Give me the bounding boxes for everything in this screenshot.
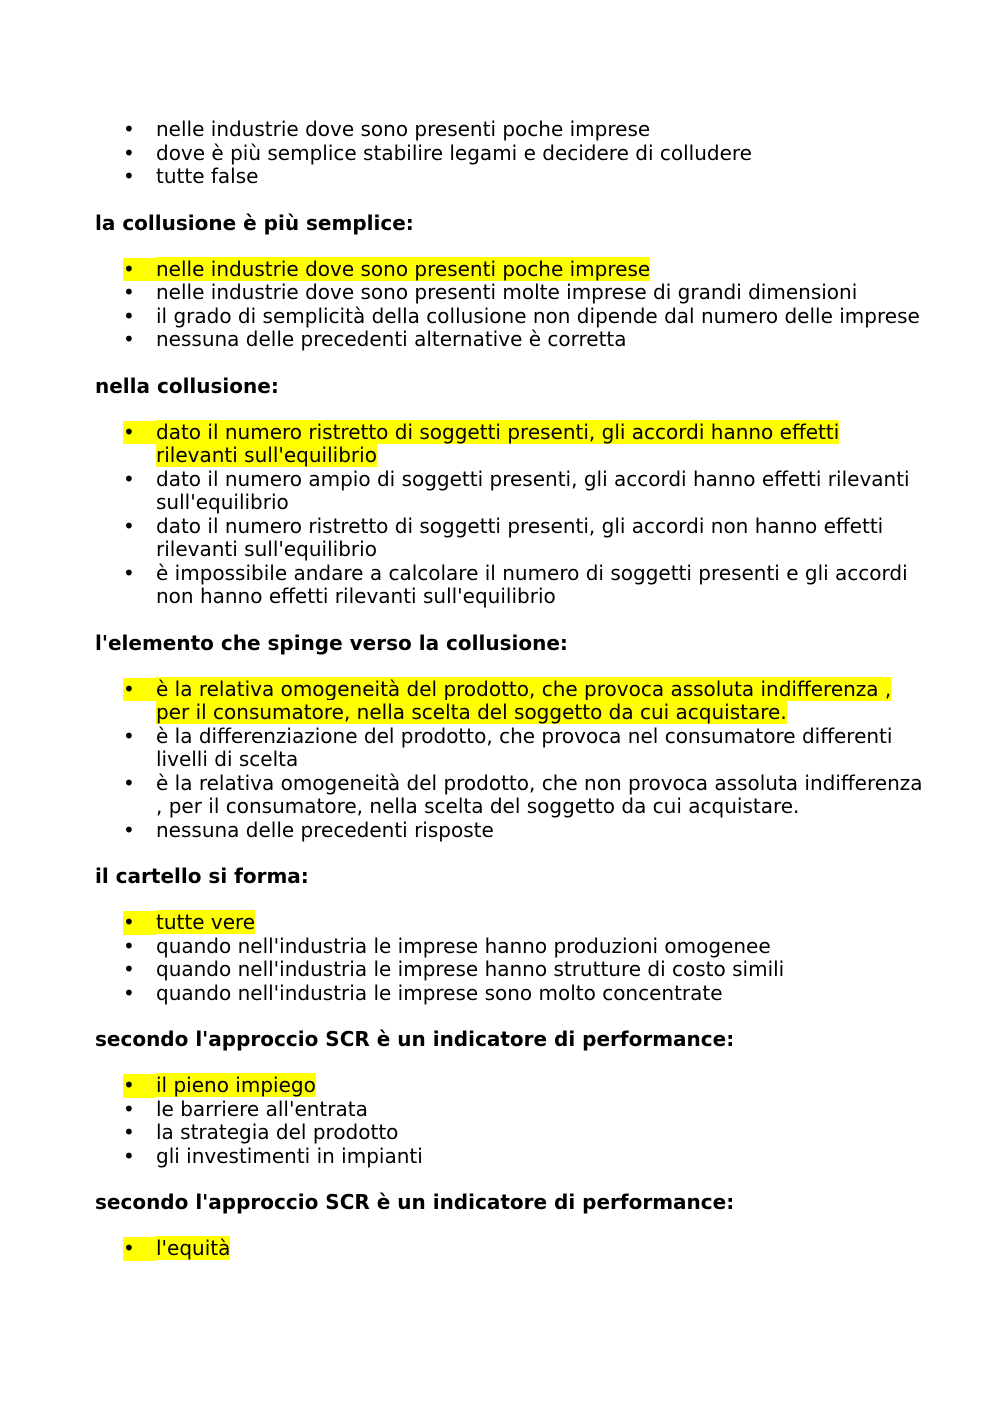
answer-option (95, 725, 925, 772)
answer-option (95, 468, 925, 515)
answer-option (95, 328, 925, 352)
answer-text: nessuna delle precedenti risposte (156, 817, 494, 842)
answer-option (95, 515, 925, 562)
answer-option (95, 772, 925, 819)
answer-option (95, 165, 925, 189)
question-block (95, 211, 925, 352)
answer-text: è la relativa omogeneità del prodotto, che non provoca assoluta indifferenza , per il consumatore, nella scelta del soggetto da cui acquistare. (156, 770, 923, 818)
question-heading: l'elemento che spinge verso la collusione: (95, 630, 568, 655)
bullet-icon: • (123, 327, 135, 351)
answer-text: tutte vere (156, 910, 256, 934)
bullet-icon: • (123, 513, 135, 538)
answer-option-highlighted (95, 421, 925, 468)
answer-option (95, 1098, 925, 1122)
question-block (95, 1190, 925, 1261)
bullet-icon: • (123, 421, 156, 445)
bullet-icon: • (123, 466, 135, 491)
answer-text: il pieno impiego (156, 1073, 316, 1097)
question-list (95, 211, 925, 1261)
question-heading: la collusione è più semplice: (95, 210, 414, 235)
answer-option-highlighted (95, 911, 925, 935)
question-heading: il cartello si forma: (95, 864, 309, 888)
answer-option-highlighted (95, 258, 925, 282)
answer-list (95, 258, 925, 352)
question-block (95, 1027, 925, 1168)
bullet-icon: • (123, 280, 135, 304)
answer-text: gli investimenti in impianti (156, 1143, 423, 1168)
answer-option (95, 982, 925, 1006)
answer-text: il grado di semplicità della collusione non dipende dal numero delle imprese (156, 303, 920, 328)
bullet-icon: • (123, 258, 156, 282)
answer-option-highlighted (95, 678, 925, 725)
bullet-icon: • (123, 1120, 135, 1144)
bullet-icon: • (123, 933, 135, 958)
question-block (95, 631, 925, 843)
bullet-icon: • (123, 980, 135, 1005)
answer-list (95, 911, 925, 1005)
answer-text: nelle industrie dove sono presenti poche imprese (156, 256, 651, 281)
bullet-icon: • (123, 770, 135, 795)
answer-text: quando nell'industria le imprese hanno produzioni omogenee (156, 933, 771, 958)
answer-text: dove è più semplice stabilire legami e decidere di colludere (156, 140, 752, 165)
bullet-icon: • (123, 911, 156, 935)
answer-text: tutte false (156, 164, 259, 188)
answer-text: dato il numero ampio di soggetti presenti, gli accordi hanno effetti rilevanti sull'equilibrio (156, 466, 910, 514)
bullet-icon: • (123, 678, 156, 702)
answer-option (95, 118, 925, 142)
answer-option (95, 281, 925, 305)
answer-text: è la relativa omogeneità del prodotto, che provoca assoluta indifferenza , per il consumatore, nella scelta del soggetto da cui acquistare. (156, 676, 892, 724)
answer-option (95, 1121, 925, 1145)
answer-list (95, 678, 925, 843)
answer-option (95, 958, 925, 982)
answer-list (95, 1237, 925, 1261)
answer-text: l'equità (156, 1236, 231, 1260)
answer-list (95, 1074, 925, 1168)
intro-answer-list (95, 118, 925, 189)
bullet-icon: • (123, 303, 135, 328)
bullet-icon: • (123, 957, 135, 981)
answer-text: dato il numero ristretto di soggetti presenti, gli accordi non hanno effetti rilevanti sull'equilibrio (156, 513, 884, 561)
answer-text: quando nell'industria le imprese sono molto concentrate (156, 980, 723, 1005)
answer-text: nelle industrie dove sono presenti poche imprese (156, 117, 651, 141)
question-heading: secondo l'approccio SCR è un indicatore di performance: (95, 1190, 735, 1214)
bullet-icon: • (123, 1074, 156, 1098)
answer-option-highlighted (95, 1237, 925, 1261)
document-page (95, 118, 925, 1261)
bullet-icon: • (123, 117, 135, 141)
answer-option (95, 562, 925, 609)
answer-option (95, 1145, 925, 1169)
answer-option-highlighted (95, 1074, 925, 1098)
question-heading: nella collusione: (95, 373, 279, 398)
answer-text: dato il numero ristretto di soggetti presenti, gli accordi hanno effetti rilevanti sull'equilibrio (156, 419, 840, 467)
question-block (95, 864, 925, 1005)
answer-list (95, 421, 925, 609)
bullet-icon: • (123, 560, 135, 585)
answer-option (95, 819, 925, 843)
answer-option (95, 142, 925, 166)
bullet-icon: • (123, 1143, 135, 1168)
bullet-icon: • (123, 817, 135, 842)
bullet-icon: • (123, 1237, 156, 1261)
bullet-icon: • (123, 140, 135, 165)
answer-option (95, 305, 925, 329)
answer-option (95, 935, 925, 959)
question-heading: secondo l'approccio SCR è un indicatore di performance: (95, 1027, 735, 1051)
bullet-icon: • (123, 164, 135, 188)
answer-text: nelle industrie dove sono presenti molte imprese di grandi dimensioni (156, 280, 858, 304)
answer-text: le barriere all'entrata (156, 1096, 368, 1121)
answer-text: è la differenziazione del prodotto, che provoca nel consumatore differenti livelli di scelta (156, 723, 893, 771)
answer-text: quando nell'industria le imprese hanno strutture di costo simili (156, 957, 785, 981)
answer-text: è impossibile andare a calcolare il numero di soggetti presenti e gli accordi non hanno effetti rilevanti sull'equilibrio (156, 560, 908, 608)
question-block (95, 374, 925, 609)
answer-text: nessuna delle precedenti alternative è corretta (156, 327, 627, 351)
bullet-icon: • (123, 1096, 135, 1121)
answer-text: la strategia del prodotto (156, 1120, 399, 1144)
bullet-icon: • (123, 723, 135, 748)
